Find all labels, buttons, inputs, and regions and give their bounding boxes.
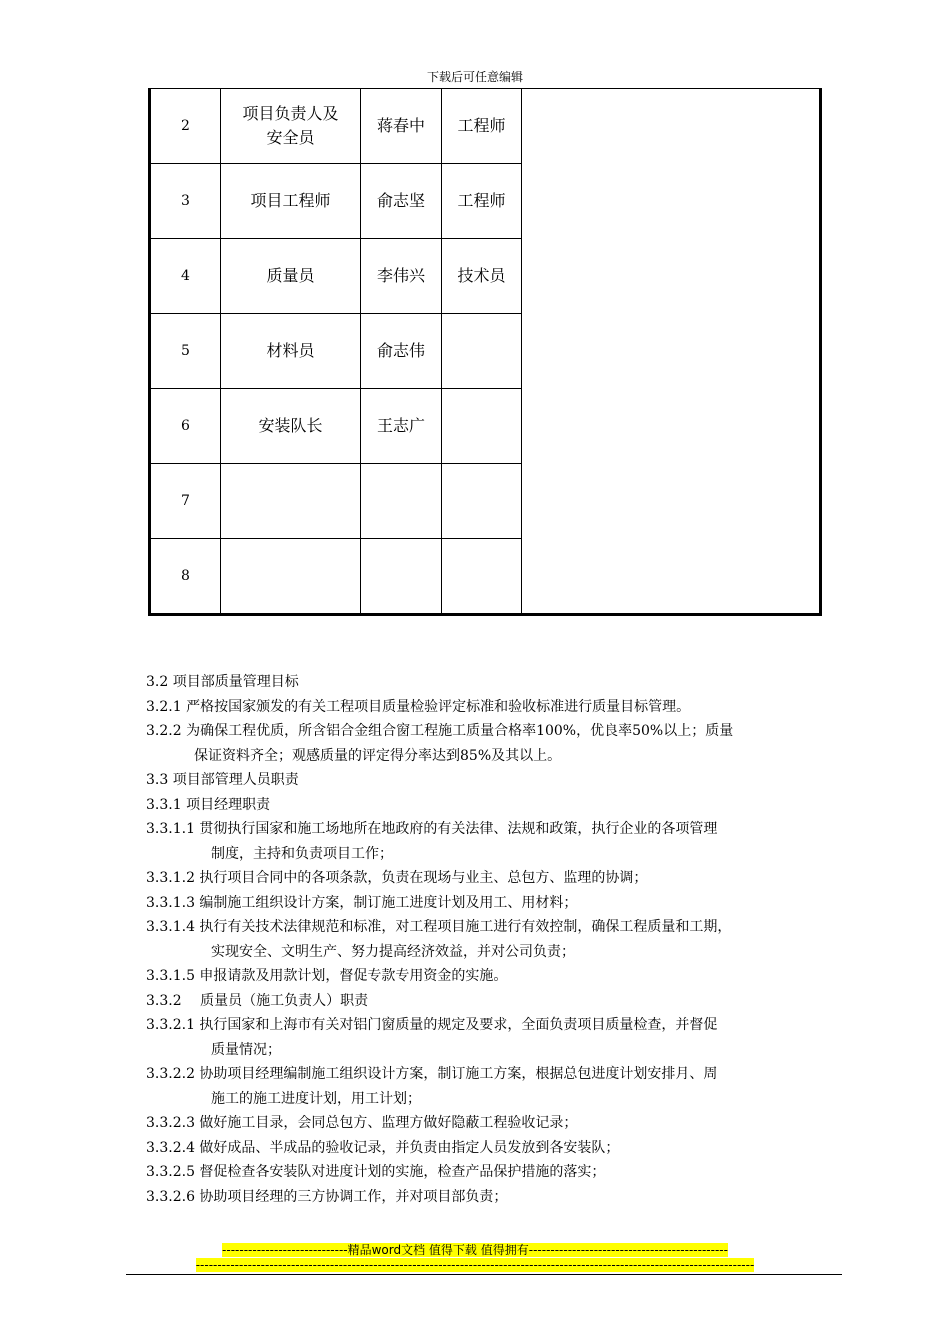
- section-heading: 3.3.2 质量员（施工负责人）职责: [146, 992, 369, 1009]
- footer-dashes-text: ---------------------------------------------------------------------------------------------------------------------------------: [195, 1258, 755, 1272]
- staff-table: [151, 89, 522, 614]
- paragraph: 3.3.2.4 做好成品、半成品的验收记录，并负责由指定人员发放到各安装队；: [146, 1139, 620, 1156]
- row-number: 2: [151, 89, 221, 164]
- role-text: 项目负责人及安全员: [242, 104, 339, 147]
- paragraph: 3.3.2.1 执行国家和上海市有关对铝门窗质量的规定及要求，全面负责项目质量检查，并督促: [146, 1017, 718, 1033]
- footer-rule: [126, 1274, 842, 1275]
- row-number: 7: [151, 464, 221, 539]
- footer-banner-text: -----------------------------精品word文档 值得下载 值得拥有----------------------------------------------: [222, 1243, 728, 1257]
- paragraph: 3.3.2.5 督促检查各安装队对进度计划的实施，检查产品保护措施的落实；: [146, 1164, 606, 1180]
- title-cell: [442, 464, 522, 539]
- paragraph-continuation: 实现安全、文明生产、努力提高经济效益，并对公司负责；: [211, 943, 575, 960]
- name-cell: [361, 464, 442, 539]
- paragraph: 3.3.2.2 协助项目经理编制施工组织设计方案，制订施工方案，根据总包进度计划安排月、周: [146, 1066, 718, 1082]
- paragraph: 3.3.1.1 贯彻执行国家和施工场地所在地政府的有关法律、法规和政策，执行企业的各项管理: [146, 821, 718, 837]
- paragraph-continuation: 保证资料齐全；观感质量的评定得分率达到85%及其以上。: [194, 747, 562, 764]
- section-heading: 3.3.1 项目经理职责: [146, 796, 271, 813]
- name-cell: 俞志伟: [361, 314, 442, 389]
- row-number: 6: [151, 389, 221, 464]
- role-cell: [221, 89, 361, 164]
- table-row: [151, 314, 522, 389]
- role-cell: [221, 539, 361, 614]
- table-row: [151, 389, 522, 464]
- title-cell: 工程师: [442, 89, 522, 164]
- title-cell: [442, 314, 522, 389]
- table-row: [151, 239, 522, 314]
- header-note: 下载后可任意编辑: [426, 70, 523, 84]
- table-row: [151, 89, 522, 164]
- paragraph: 3.3.1.3 编制施工组织设计方案，制订施工进度计划及用工、用材料；: [146, 894, 578, 911]
- section-heading: 3.2 项目部质量管理目标: [146, 674, 299, 690]
- footer-banner: [0, 1241, 950, 1258]
- section-heading: 3.3 项目部管理人员职责: [146, 772, 299, 788]
- paragraph: 3.3.1.2 执行项目合同中的各项条款，负责在现场与业主、总包方、监理的协调；: [146, 870, 648, 886]
- title-cell: [442, 539, 522, 614]
- name-cell: 王志广: [361, 389, 442, 464]
- row-number: 4: [151, 239, 221, 314]
- paragraph: 3.3.2.3 做好施工目录，会同总包方、监理方做好隐蔽工程验收记录；: [146, 1115, 578, 1131]
- role-cell: 材料员: [221, 314, 361, 389]
- paragraph-continuation: 制度，主持和负责项目工作；: [211, 845, 393, 862]
- title-cell: 工程师: [442, 164, 522, 239]
- table-row: [151, 539, 522, 614]
- role-cell: 质量员: [221, 239, 361, 314]
- table-row: [151, 464, 522, 539]
- paragraph: 3.2.1 严格按国家颁发的有关工程项目质量检验评定标准和验收标准进行质量目标管理。: [146, 698, 691, 715]
- table-row: [151, 164, 522, 239]
- row-number: 3: [151, 164, 221, 239]
- name-cell: 俞志坚: [361, 164, 442, 239]
- row-number: 8: [151, 539, 221, 614]
- name-cell: 李伟兴: [361, 239, 442, 314]
- row-number: 5: [151, 314, 221, 389]
- role-cell: 安装队长: [221, 389, 361, 464]
- paragraph-continuation: 质量情况；: [211, 1041, 281, 1058]
- name-cell: 蒋春中: [361, 89, 442, 164]
- footer-dashes: [0, 1258, 950, 1272]
- paragraph: 3.2.2 为确保工程优质，所含铝合金组合窗工程施工质量合格率100%，优良率50%以上；质量: [146, 723, 734, 739]
- paragraph-continuation: 施工的施工进度计划，用工计划；: [211, 1090, 421, 1107]
- paragraph: 3.3.2.6 协助项目经理的三方协调工作，并对项目部负责；: [146, 1188, 508, 1205]
- title-cell: 技术员: [442, 239, 522, 314]
- paragraph: 3.3.1.5 申报请款及用款计划，督促专款专用资金的实施。: [146, 968, 508, 984]
- paragraph: 3.3.1.4 执行有关技术法律规范和标准，对工程项目施工进行有效控制，确保工程质量和工期，: [146, 919, 732, 935]
- role-cell: [221, 464, 361, 539]
- role-cell: 项目工程师: [221, 164, 361, 239]
- name-cell: [361, 539, 442, 614]
- title-cell: [442, 389, 522, 464]
- document-body: [146, 670, 852, 1209]
